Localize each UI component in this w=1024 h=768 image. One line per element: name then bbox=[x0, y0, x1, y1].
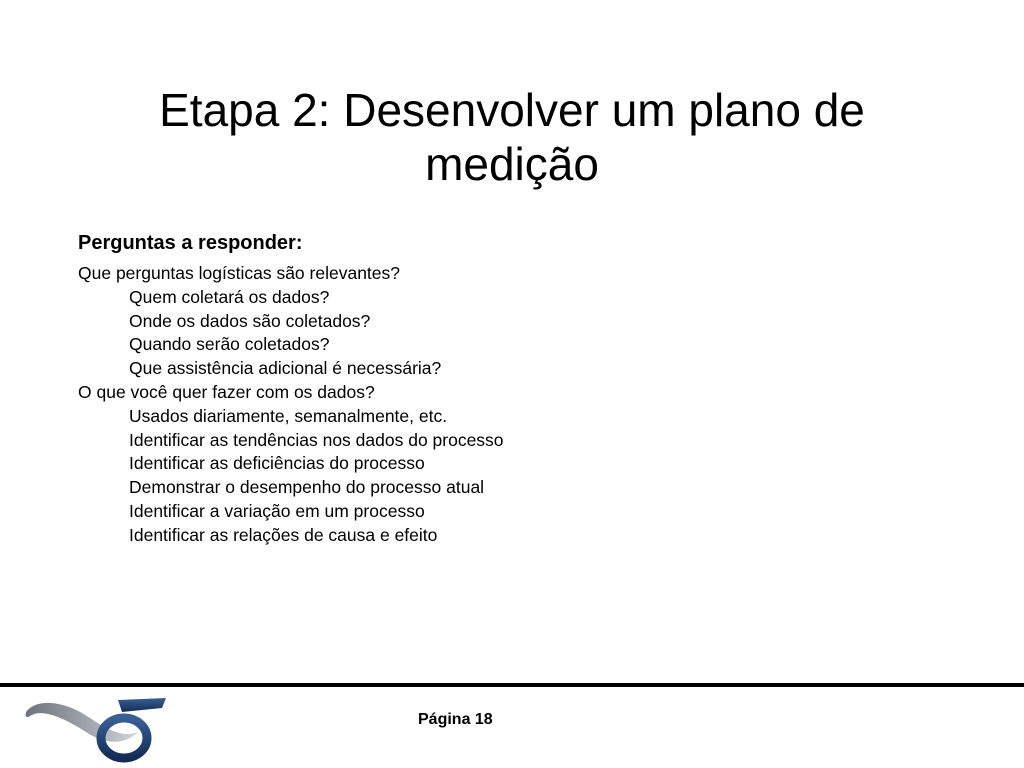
list-item: Onde os dados são coletados? bbox=[129, 310, 371, 331]
sigma-logo-icon bbox=[20, 692, 170, 764]
question-list bbox=[78, 262, 504, 548]
slide-title bbox=[0, 83, 1024, 191]
list-item: Identificar as relações de causa e efeito bbox=[129, 524, 438, 545]
list-item: Demonstrar o desempenho do processo atual bbox=[129, 477, 485, 498]
list-item: Quem coletará os dados? bbox=[129, 286, 330, 307]
list-item: Quando serão coletados? bbox=[129, 334, 330, 355]
list-item: Que assistência adicional é necessária? bbox=[129, 358, 442, 379]
list-item: Identificar a variação em um processo bbox=[129, 500, 425, 521]
footer-divider bbox=[0, 683, 1024, 687]
title-line-2: medição bbox=[425, 137, 599, 190]
list-item: Usados diariamente, semanalmente, etc. bbox=[129, 405, 448, 426]
title-line-1: Etapa 2: Desenvolver um plano de bbox=[159, 83, 865, 136]
page-number: Página 18 bbox=[418, 711, 493, 728]
section-heading: Perguntas a responder: bbox=[78, 232, 303, 254]
list-item: O que você quer fazer com os dados? bbox=[78, 381, 375, 402]
list-item: Que perguntas logísticas são relevantes? bbox=[78, 263, 400, 283]
list-item: Identificar as tendências nos dados do processo bbox=[129, 429, 504, 450]
list-item: Identificar as deficiências do processo bbox=[129, 453, 425, 474]
